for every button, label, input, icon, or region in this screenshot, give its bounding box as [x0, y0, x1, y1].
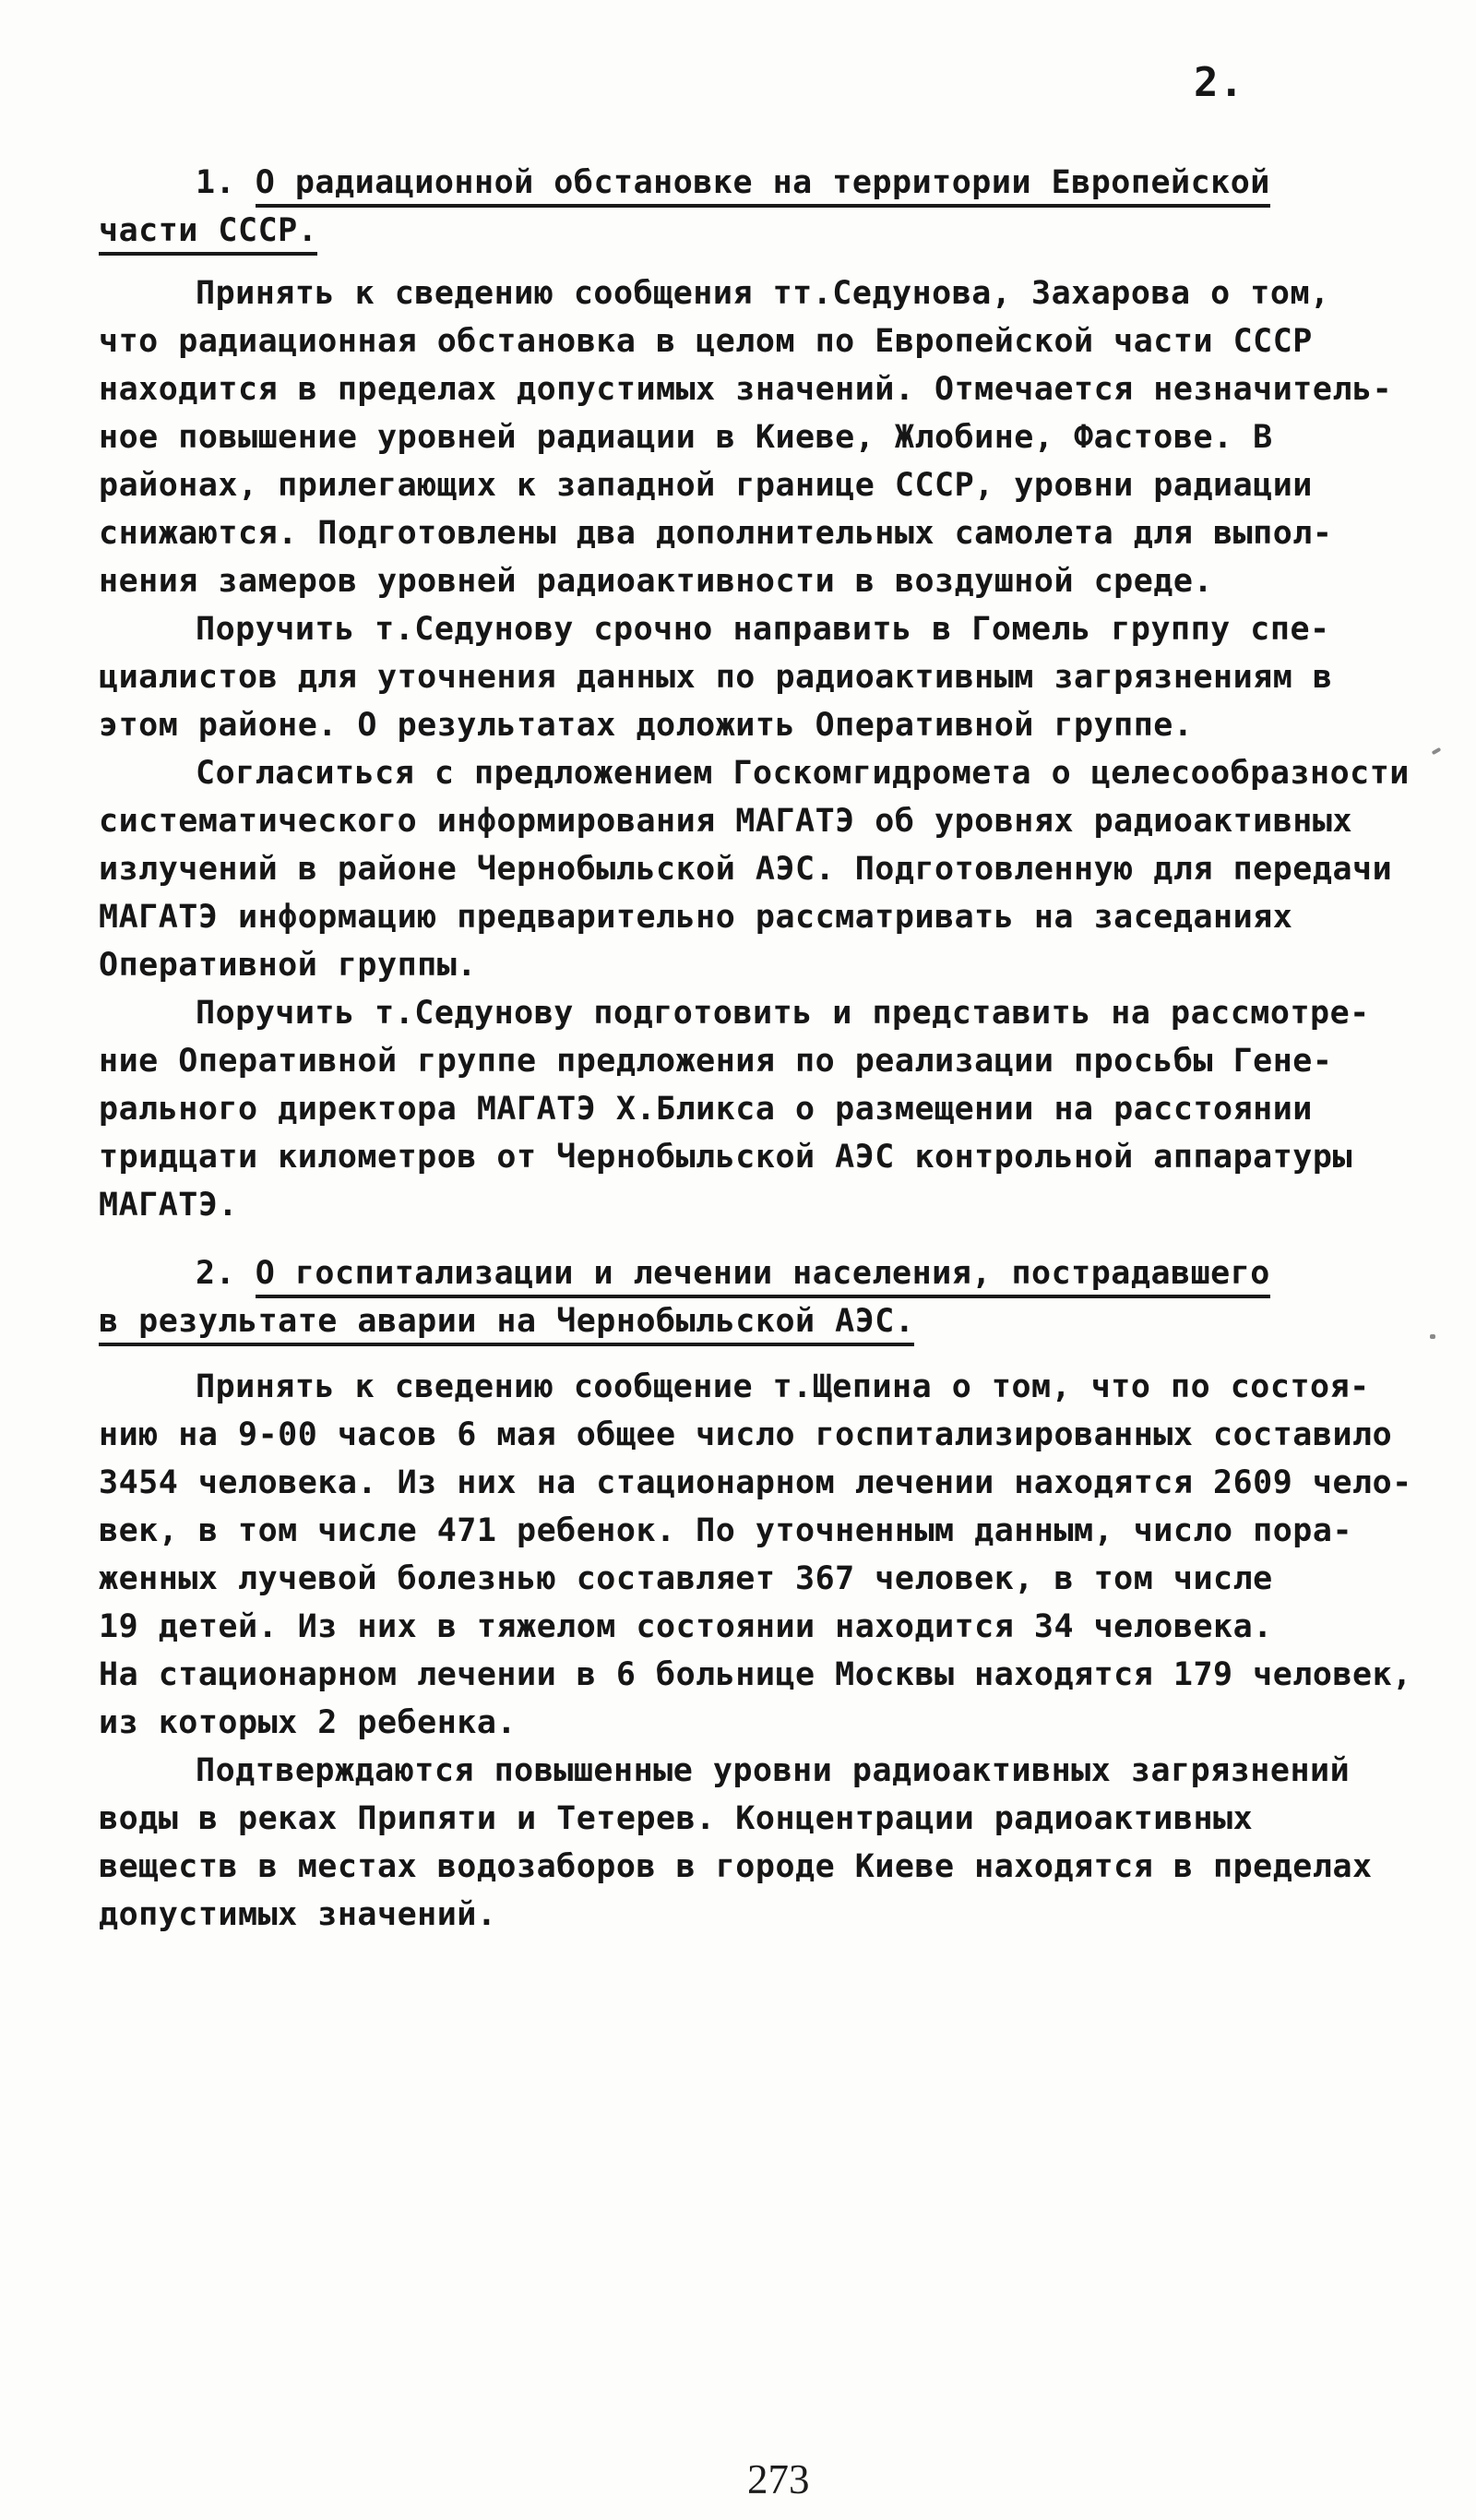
body-line: ное повышение уровней радиации в Киеве, Жлобине, Фастове. В — [99, 419, 1273, 456]
body-line: 3454 человека. Из них на стационарном лечении находятся 2609 чело- — [99, 1464, 1412, 1501]
underlined-heading-text: части СССР. — [99, 212, 317, 256]
body-line: систематического информирования МАГАТЭ об уровнях радиоактивных — [99, 803, 1353, 840]
body-line: МАГАТЭ. — [99, 1187, 239, 1224]
body-line: что радиационная обстановка в целом по Европейской части СССР — [99, 323, 1313, 360]
body-line: нения замеров уровней радиоактивности в воздушной среде. — [99, 563, 1214, 600]
body-line: допустимых значений. — [99, 1896, 497, 1933]
body-line: Оперативной группы. — [99, 947, 477, 984]
body-line: Принять к сведению сообщения тт.Седунова, Захарова о том, — [196, 275, 1330, 312]
heading-number: 2. — [196, 1255, 256, 1292]
underlined-heading-text: О госпитализации и лечении населения, пострадавшего — [256, 1255, 1270, 1298]
heading-number: 1. — [196, 164, 256, 201]
scan-artifact-mark — [1432, 747, 1442, 755]
body-line: МАГАТЭ информацию предварительно рассматривать на заседаниях — [99, 899, 1293, 936]
section-hospitalization — [99, 1249, 1412, 1939]
body-line: излучений в районе Чернобыльской АЭС. Подготовленную для передачи — [99, 851, 1393, 888]
section-1-body — [99, 269, 1409, 1229]
section-2-body — [99, 1363, 1412, 1939]
body-line: снижаются. Подготовлены два дополнительных самолета для выпол- — [99, 515, 1333, 552]
page-number-top: 2. — [1194, 59, 1244, 106]
section-2-heading — [99, 1249, 1409, 1345]
body-line: 19 детей. Из них в тяжелом состоянии находится 34 человека. — [99, 1608, 1273, 1645]
body-line: Согласиться с предложением Госкомгидромета о целесообразности — [196, 755, 1410, 792]
body-line: На стационарном лечении в 6 больнице Москвы находятся 179 человек, — [99, 1656, 1412, 1693]
underlined-heading-text: в результате аварии на Чернобыльской АЭС. — [99, 1303, 914, 1346]
body-line: Поручить т.Седунову подготовить и представить на рассмотре- — [196, 995, 1370, 1032]
page-number-bottom: 273 — [747, 2456, 810, 2502]
body-line: районах, прилегающих к западной границе СССР, уровни радиации — [99, 467, 1313, 504]
body-line: веществ в местах водозаборов в городе Киеве находятся в пределах — [99, 1848, 1373, 1885]
body-line: циалистов для уточнения данных по радиоактивным загрязнениям в — [99, 659, 1333, 696]
body-line: Поручить т.Седунову срочно направить в Гомель группу спе- — [196, 611, 1330, 648]
body-line: век, в том числе 471 ребенок. По уточненным данным, число пора- — [99, 1512, 1353, 1549]
heading-line — [99, 1249, 1409, 1297]
underlined-heading-text: О радиационной обстановке на территории Европейской — [256, 164, 1270, 208]
body-line: рального директора МАГАТЭ Х.Бликса о размещении на расстоянии — [99, 1091, 1313, 1128]
heading-line — [99, 207, 1409, 255]
heading-line — [99, 1297, 1409, 1345]
section-1-heading — [99, 159, 1409, 255]
body-line: нию на 9-00 часов 6 мая общее число госпитализированных составило — [99, 1416, 1393, 1453]
body-line: воды в реках Припяти и Тетерев. Концентрации радиоактивных — [99, 1800, 1254, 1837]
body-line: ние Оперативной группе предложения по реализации просьбы Гене- — [99, 1043, 1333, 1080]
scan-artifact-mark — [1430, 1334, 1435, 1339]
heading-line — [99, 159, 1409, 207]
section-radiation-situation — [99, 159, 1409, 1229]
body-line: Подтверждаются повышенные уровни радиоактивных загрязнений — [196, 1752, 1351, 1789]
body-line: этом районе. О результатах доложить Оперативной группе. — [99, 707, 1194, 744]
body-line: Принять к сведению сообщение т.Щепина о том, что по состоя- — [196, 1368, 1370, 1405]
body-line: тридцати километров от Чернобыльской АЭС контрольной аппаратуры — [99, 1139, 1353, 1176]
body-line: из которых 2 ребенка. — [99, 1704, 518, 1741]
body-line: находится в пределах допустимых значений. Отмечается незначитель- — [99, 371, 1393, 408]
body-line: женных лучевой болезнью составляет 367 человек, в том числе — [99, 1560, 1273, 1597]
